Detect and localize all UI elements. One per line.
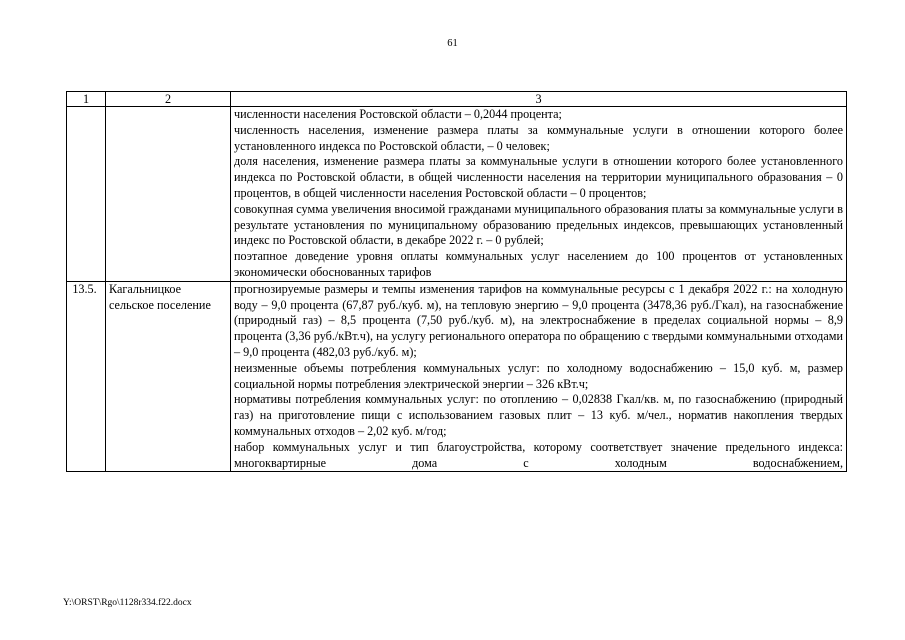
document-table [66, 91, 847, 472]
paragraph: прогнозируемые размеры и темпы изменения тарифов на коммунальные ресурсы с 1 декабря 2022 г.: на холодную воду – 9,0 процента (67,87 руб./куб. м), на тепловую энергию – 9,0 процента (3478,36 руб./Гкал), на газоснабжение (природный газ) – 8,5 процента (7,50 руб./куб. м), на электроснабжение в пределах социальной нормы – 8,9 процента (3,36 руб./кВт.ч), на услугу регионального оператора по обращению с твердыми коммунальными отходами – 9,0 процента (482,03 руб./куб. м); [234, 281, 843, 359]
page-number: 61 [447, 38, 458, 49]
row-number [67, 107, 106, 282]
paragraph: численности населения Ростовской области – 0,2044 процента; [234, 107, 562, 121]
table-header-row [67, 92, 847, 107]
paragraph: численность населения, изменение размера платы за коммунальные услуги в отношении которого более установленного индекса по Ростовской области, – 0 человек; [234, 122, 843, 153]
row-name: Кагальницкое сельское поселение [106, 281, 231, 472]
row-content [231, 107, 847, 282]
header-col-2: 2 [106, 92, 231, 107]
page-bottom-margin [0, 579, 905, 640]
paragraph: доля населения, изменение размера платы за коммунальные услуги в отношении которого более установленного индекса по Ростовской области, в общей численности населения на территории муниципального образования – 0 процентов, в общей численности населения Ростовской области – 0 процентов; [234, 154, 843, 200]
paragraph: совокупная сумма увеличения вносимой гражданами муниципального образования платы за коммунальные услуги в результате установления по муниципальному образованию предельных индексов, превышающих установленный индекс по Ростовской области, в декабре 2022 г. – 0 рублей; [234, 201, 843, 248]
paragraph: неизменные объемы потребления коммунальных услуг: по холодному водоснабжению – 15,0 куб. м, размер социальной нормы потребления электрической энергии – 326 кВт.ч; [234, 360, 843, 391]
paragraph: набор коммунальных услуг и тип благоустройства, которому соответствует значение предельного индекса: многоквартирные дома с холодным водоснабжением, [234, 439, 843, 470]
table-row-continued [67, 107, 847, 282]
row-content [231, 281, 847, 472]
paragraph: нормативы потребления коммунальных услуг: по отоплению – 0,02838 Гкал/кв. м, по газоснабжению (природный газ) на приготовление пищи с использованием газовых плит – 13 куб. м/чел., норматив накопления твердых коммунальных отходов – 2,02 куб. м/год; [234, 392, 843, 438]
row-number: 13.5. [67, 281, 106, 472]
footer-file-path: Y:\ORST\Rgo\1128r334.f22.docx [63, 598, 192, 608]
table-row-13-5 [67, 281, 847, 472]
paragraph: поэтапное доведение уровня оплаты коммунальных услуг населением до 100 процентов от установленных экономически обоснованных тарифов [234, 249, 843, 279]
header-col-1: 1 [67, 92, 106, 107]
header-col-3: 3 [231, 92, 847, 107]
row-name [106, 107, 231, 282]
